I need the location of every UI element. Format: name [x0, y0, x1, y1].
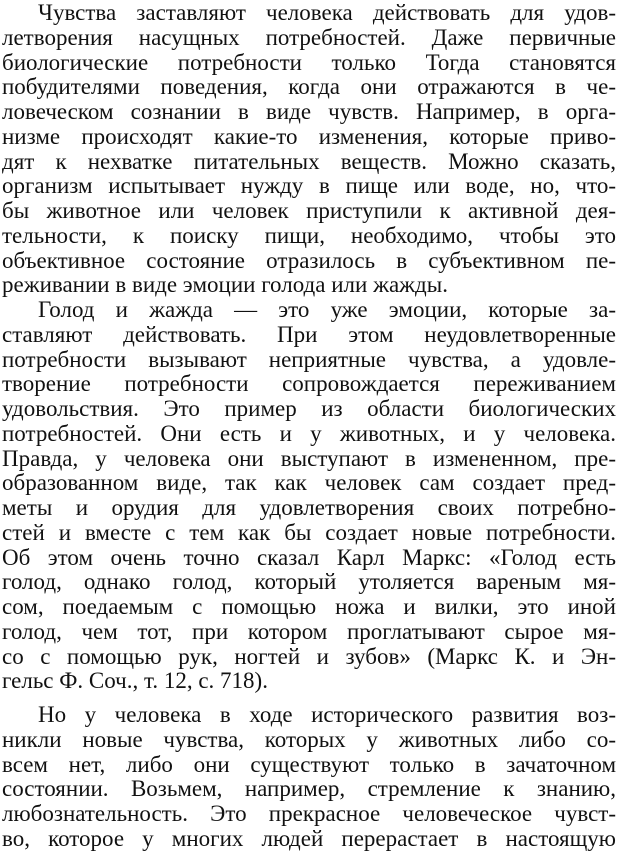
text-line: удовольствия. Это пример из области биологических [2, 397, 616, 421]
paragraph [2, 1, 616, 298]
text-line: Голод и жажда — это уже эмоции, которые за- [38, 298, 616, 322]
text-line: Чувства заставляют человека действовать для удов- [38, 1, 616, 25]
text-line: побудителями поведения, когда они отражаются в че- [2, 75, 616, 100]
text-line: ловеческом сознании в виде чувств. Например, в орга- [2, 100, 616, 124]
text-line: летворения насущных потребностей. Даже первичные [2, 25, 616, 50]
text-line: стей и вместе с тем как бы создает новые потребности. [2, 520, 616, 545]
text-line: состоянии. Возьмем, например, стремление к знанию, [2, 777, 616, 802]
text-line: биологические потребности только Тогда становятся [2, 50, 616, 75]
document-page [2, 1, 616, 852]
text-line: меты и орудия для удовлетворения своих потребно- [2, 496, 616, 520]
text-line: любознательность. Это прекрасное человеческое чувст- [2, 802, 616, 826]
text-line: Об этом очень точно сказал Карл Маркс: «Голод есть [2, 545, 616, 570]
text-line: реживании в виде эмоции голода или жажды. [2, 273, 448, 298]
text-line: бы животное или человек приступили к активной дея- [2, 199, 616, 223]
text-line: дят к нехватке питательных веществ. Можно сказать, [2, 149, 616, 174]
paragraph [2, 298, 616, 694]
text-line: низме происходят какие-то изменения, которые приво- [2, 124, 616, 149]
text-line: тельности, к поиску пищи, необходимо, чтобы это [2, 223, 616, 248]
text-line: сом, поедаемым с помощью ножа и вилки, это иной [2, 595, 616, 619]
text-line: организм испытывает нужду в пище или воде, но, что- [2, 174, 616, 199]
text-line: потребности вызывают неприятные чувства, а удовле- [2, 347, 616, 372]
text-line: образованном виде, так как человек сам создает пред- [2, 471, 616, 496]
text-line: со с помощью рук, ногтей и зубов» (Маркс К. и Эн- [2, 644, 616, 669]
paragraph-spacer [2, 694, 616, 703]
paragraph [2, 703, 616, 852]
text-line: ставляют действовать. При этом неудовлетворенные [2, 322, 616, 347]
text-line: никли новые чувства, которых у животных либо со- [2, 727, 616, 752]
text-line: Правда, у человека они выступают в измененном, пре- [2, 446, 616, 471]
text-line: всем нет, либо они существуют только в зачаточном [2, 752, 616, 777]
text-line: голод, чем тот, при котором проглатывают сырое мя- [2, 619, 616, 644]
text-line: голод, однако голод, который утоляется вареным мя- [2, 570, 616, 595]
text-line: потребностей. Они есть и у животных, и у человека. [2, 421, 616, 446]
text-line: гельс Ф. Соч., т. 12, с. 718). [2, 669, 268, 694]
text-line: во, которое у многих людей перерастает в настоящую [2, 826, 616, 851]
text-line: объективное состояние отразилось в субъективном пе- [2, 248, 616, 273]
text-line: Но у человека в ходе исторического развития воз- [38, 703, 616, 727]
text-line: творение потребности сопровождается переживанием [2, 372, 616, 397]
